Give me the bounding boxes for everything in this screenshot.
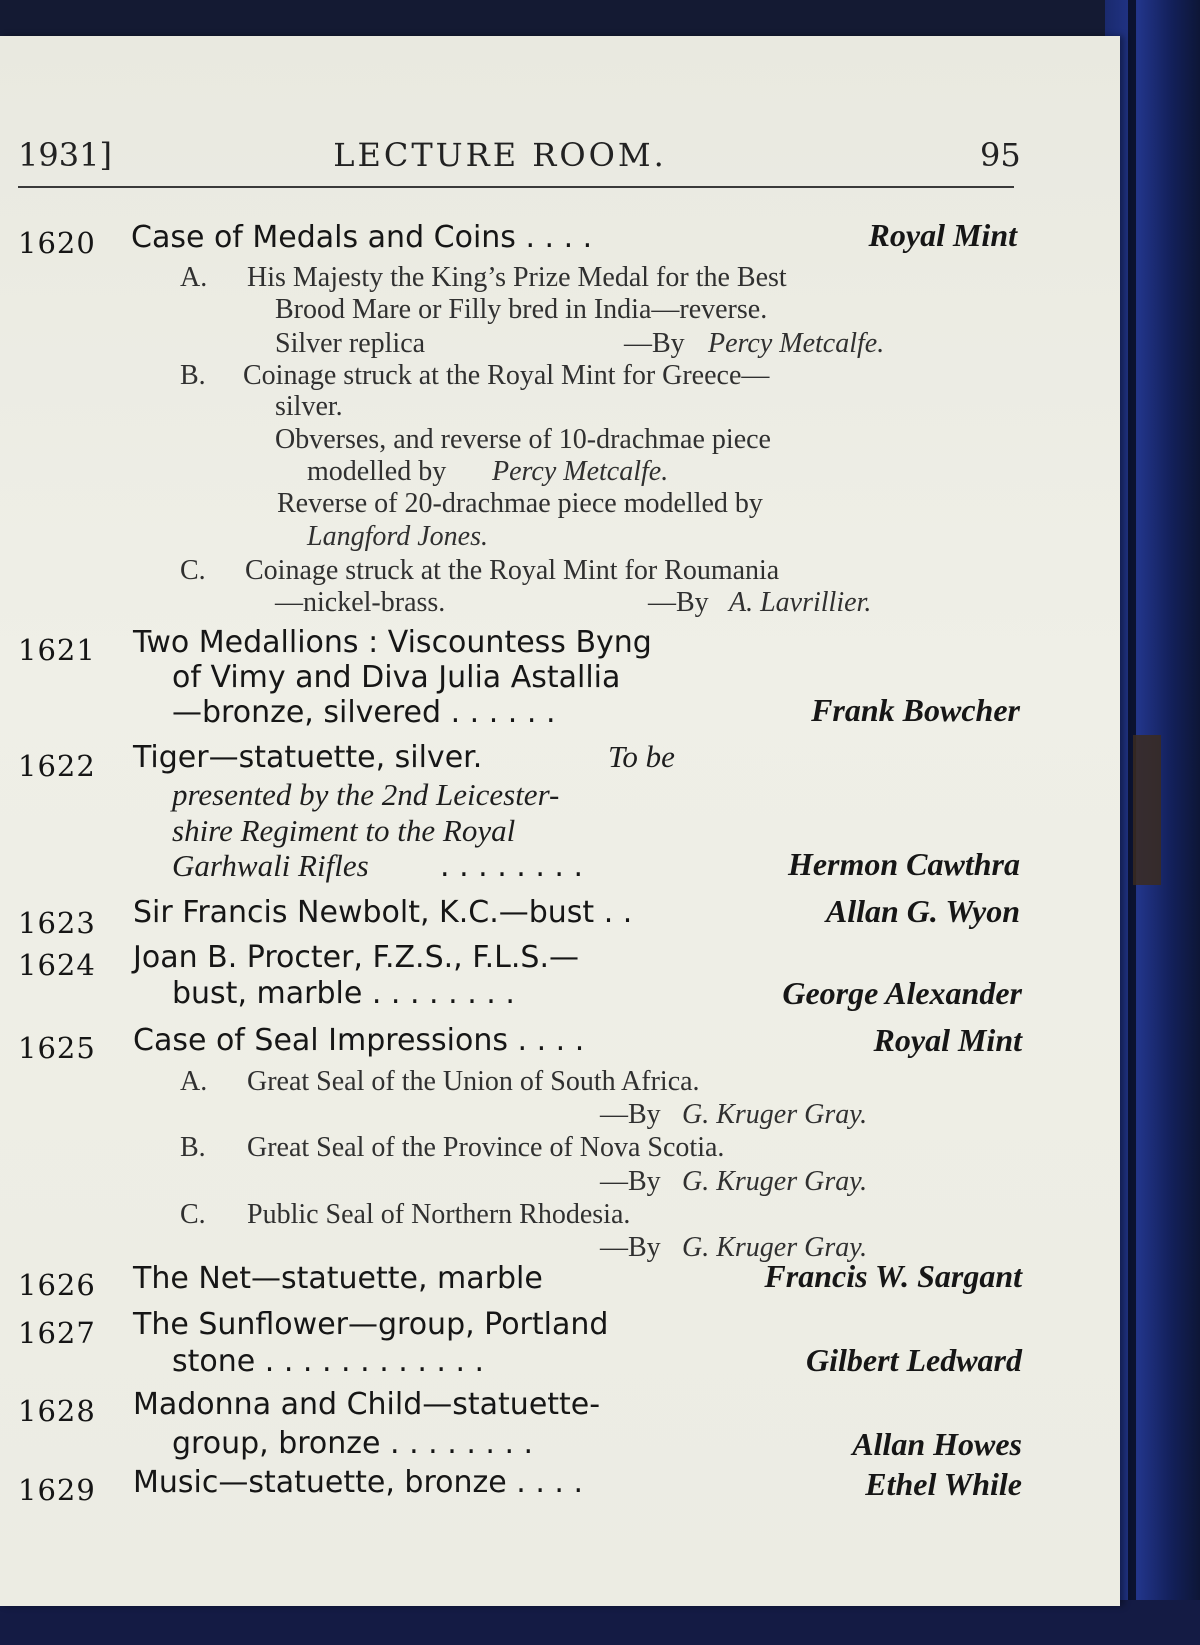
leader-dots: . . . . . . . . [440,849,584,884]
credit-name: G. Kruger Gray. [682,1099,868,1130]
sub-item-text: Obverses, and reverse of 10-drachmae piece [275,424,771,455]
credit-by: —By [600,1232,661,1263]
entry-artist: Royal Mint [873,1022,1022,1058]
sub-item-text: modelled by [307,456,447,487]
credit-by: —By [600,1099,661,1130]
credit-name: A. Lavrillier. [729,587,872,618]
header-year: 1931] [18,136,112,174]
entry-number: 1627 [18,1316,96,1350]
entry-number: 1621 [18,633,96,667]
entry-artist: Allan G. Wyon [825,893,1020,929]
entry-number: 1624 [18,948,96,982]
sub-item-text: His Majesty the King’s Prize Medal for the Best [247,262,787,293]
sub-item-letter: A. [180,262,208,293]
page-title: LECTURE ROOM. [333,136,667,174]
header-rule [18,186,1014,188]
entry-title: Two Medallions : Viscountess Byng [133,625,652,660]
entry-title: Music—statuette, bronze . . . . [133,1465,583,1500]
entry-number: 1628 [18,1394,96,1428]
entry-number: 1625 [18,1031,96,1065]
background-bottom [0,1600,1200,1645]
credit-by: —By [624,328,685,359]
entry-title: Madonna and Child—statuette- [133,1387,601,1422]
credit-name: Langford Jones. [307,521,488,552]
entry-title: Garhwali Rifles [172,848,369,883]
entry-number: 1623 [18,906,96,940]
entry-artist: Hermon Cawthra [787,846,1020,882]
entry-artist: Gilbert Ledward [806,1342,1022,1378]
sub-item-text: Coinage struck at the Royal Mint for Greece— [243,360,770,391]
entry-artist: Allan Howes [852,1426,1022,1462]
sub-item-text: Reverse of 20-drachmae piece modelled by [277,488,763,519]
bookmark-ribbon [1133,735,1161,885]
entry-artist: Ethel While [865,1466,1022,1502]
entry-title: shire Regiment to the Royal [172,813,516,848]
entry-title: bust, marble . . . . . . . . [172,976,515,1011]
credit-by: —By [648,587,709,618]
sub-item-text: Great Seal of the Union of South Africa. [247,1066,700,1097]
sub-item-text: Silver replica [275,328,426,359]
sub-item-text: Public Seal of Northern Rhodesia. [247,1199,631,1230]
credit-name: Percy Metcalfe. [708,328,885,359]
credit-name: G. Kruger Gray. [682,1232,868,1263]
entry-number: 1620 [18,226,96,260]
sub-item-letter: B. [180,1132,206,1163]
entry-title: of Vimy and Diva Julia Astallia [172,660,621,695]
entry-title: The Sunflower—group, Portland [133,1307,609,1342]
entry-title: Tiger—statuette, silver. [133,740,483,775]
credit-name: Percy Metcalfe. [492,456,669,487]
entry-title: To be [608,739,675,774]
credit-name: G. Kruger Gray. [682,1166,868,1197]
entry-number: 1629 [18,1473,96,1507]
entry-number: 1622 [18,749,96,783]
entry-artist: Frank Bowcher [811,692,1020,728]
sub-item-letter: C. [180,1199,206,1230]
sub-item-letter: C. [180,555,206,586]
entry-title: Case of Medals and Coins . . . . [131,220,593,255]
entry-artist: George Alexander [782,975,1022,1011]
entry-artist: Francis W. Sargant [764,1258,1022,1294]
entry-title: Sir Francis Newbolt, K.C.—bust . . [133,895,633,930]
sub-item-letter: B. [180,360,206,391]
sub-item-text: —nickel-brass. [275,587,446,618]
sub-item-text: Coinage struck at the Royal Mint for Roumania [245,555,780,586]
entry-title: The Net—statuette, marble [133,1261,543,1296]
background-top [0,0,1200,38]
sub-item-text: Great Seal of the Province of Nova Scotia. [247,1132,725,1163]
sub-item-text: Brood Mare or Filly bred in India—reverse. [275,294,768,325]
entry-title: Case of Seal Impressions . . . . [133,1023,585,1058]
entry-title: presented by the 2nd Leicester- [172,777,560,812]
credit-by: —By [600,1166,661,1197]
sub-item-letter: A. [180,1066,208,1097]
sub-item-text: silver. [275,391,343,422]
entry-title: —bronze, silvered . . . . . . [172,695,556,730]
entry-title: group, bronze . . . . . . . . [172,1426,534,1461]
entry-title: Joan B. Procter, F.Z.S., F.L.S.— [133,940,580,975]
entry-title: stone . . . . . . . . . . . . [172,1344,485,1379]
page-number: 95 [980,136,1021,174]
entry-number: 1626 [18,1268,96,1302]
entry-artist: Royal Mint [868,217,1017,253]
